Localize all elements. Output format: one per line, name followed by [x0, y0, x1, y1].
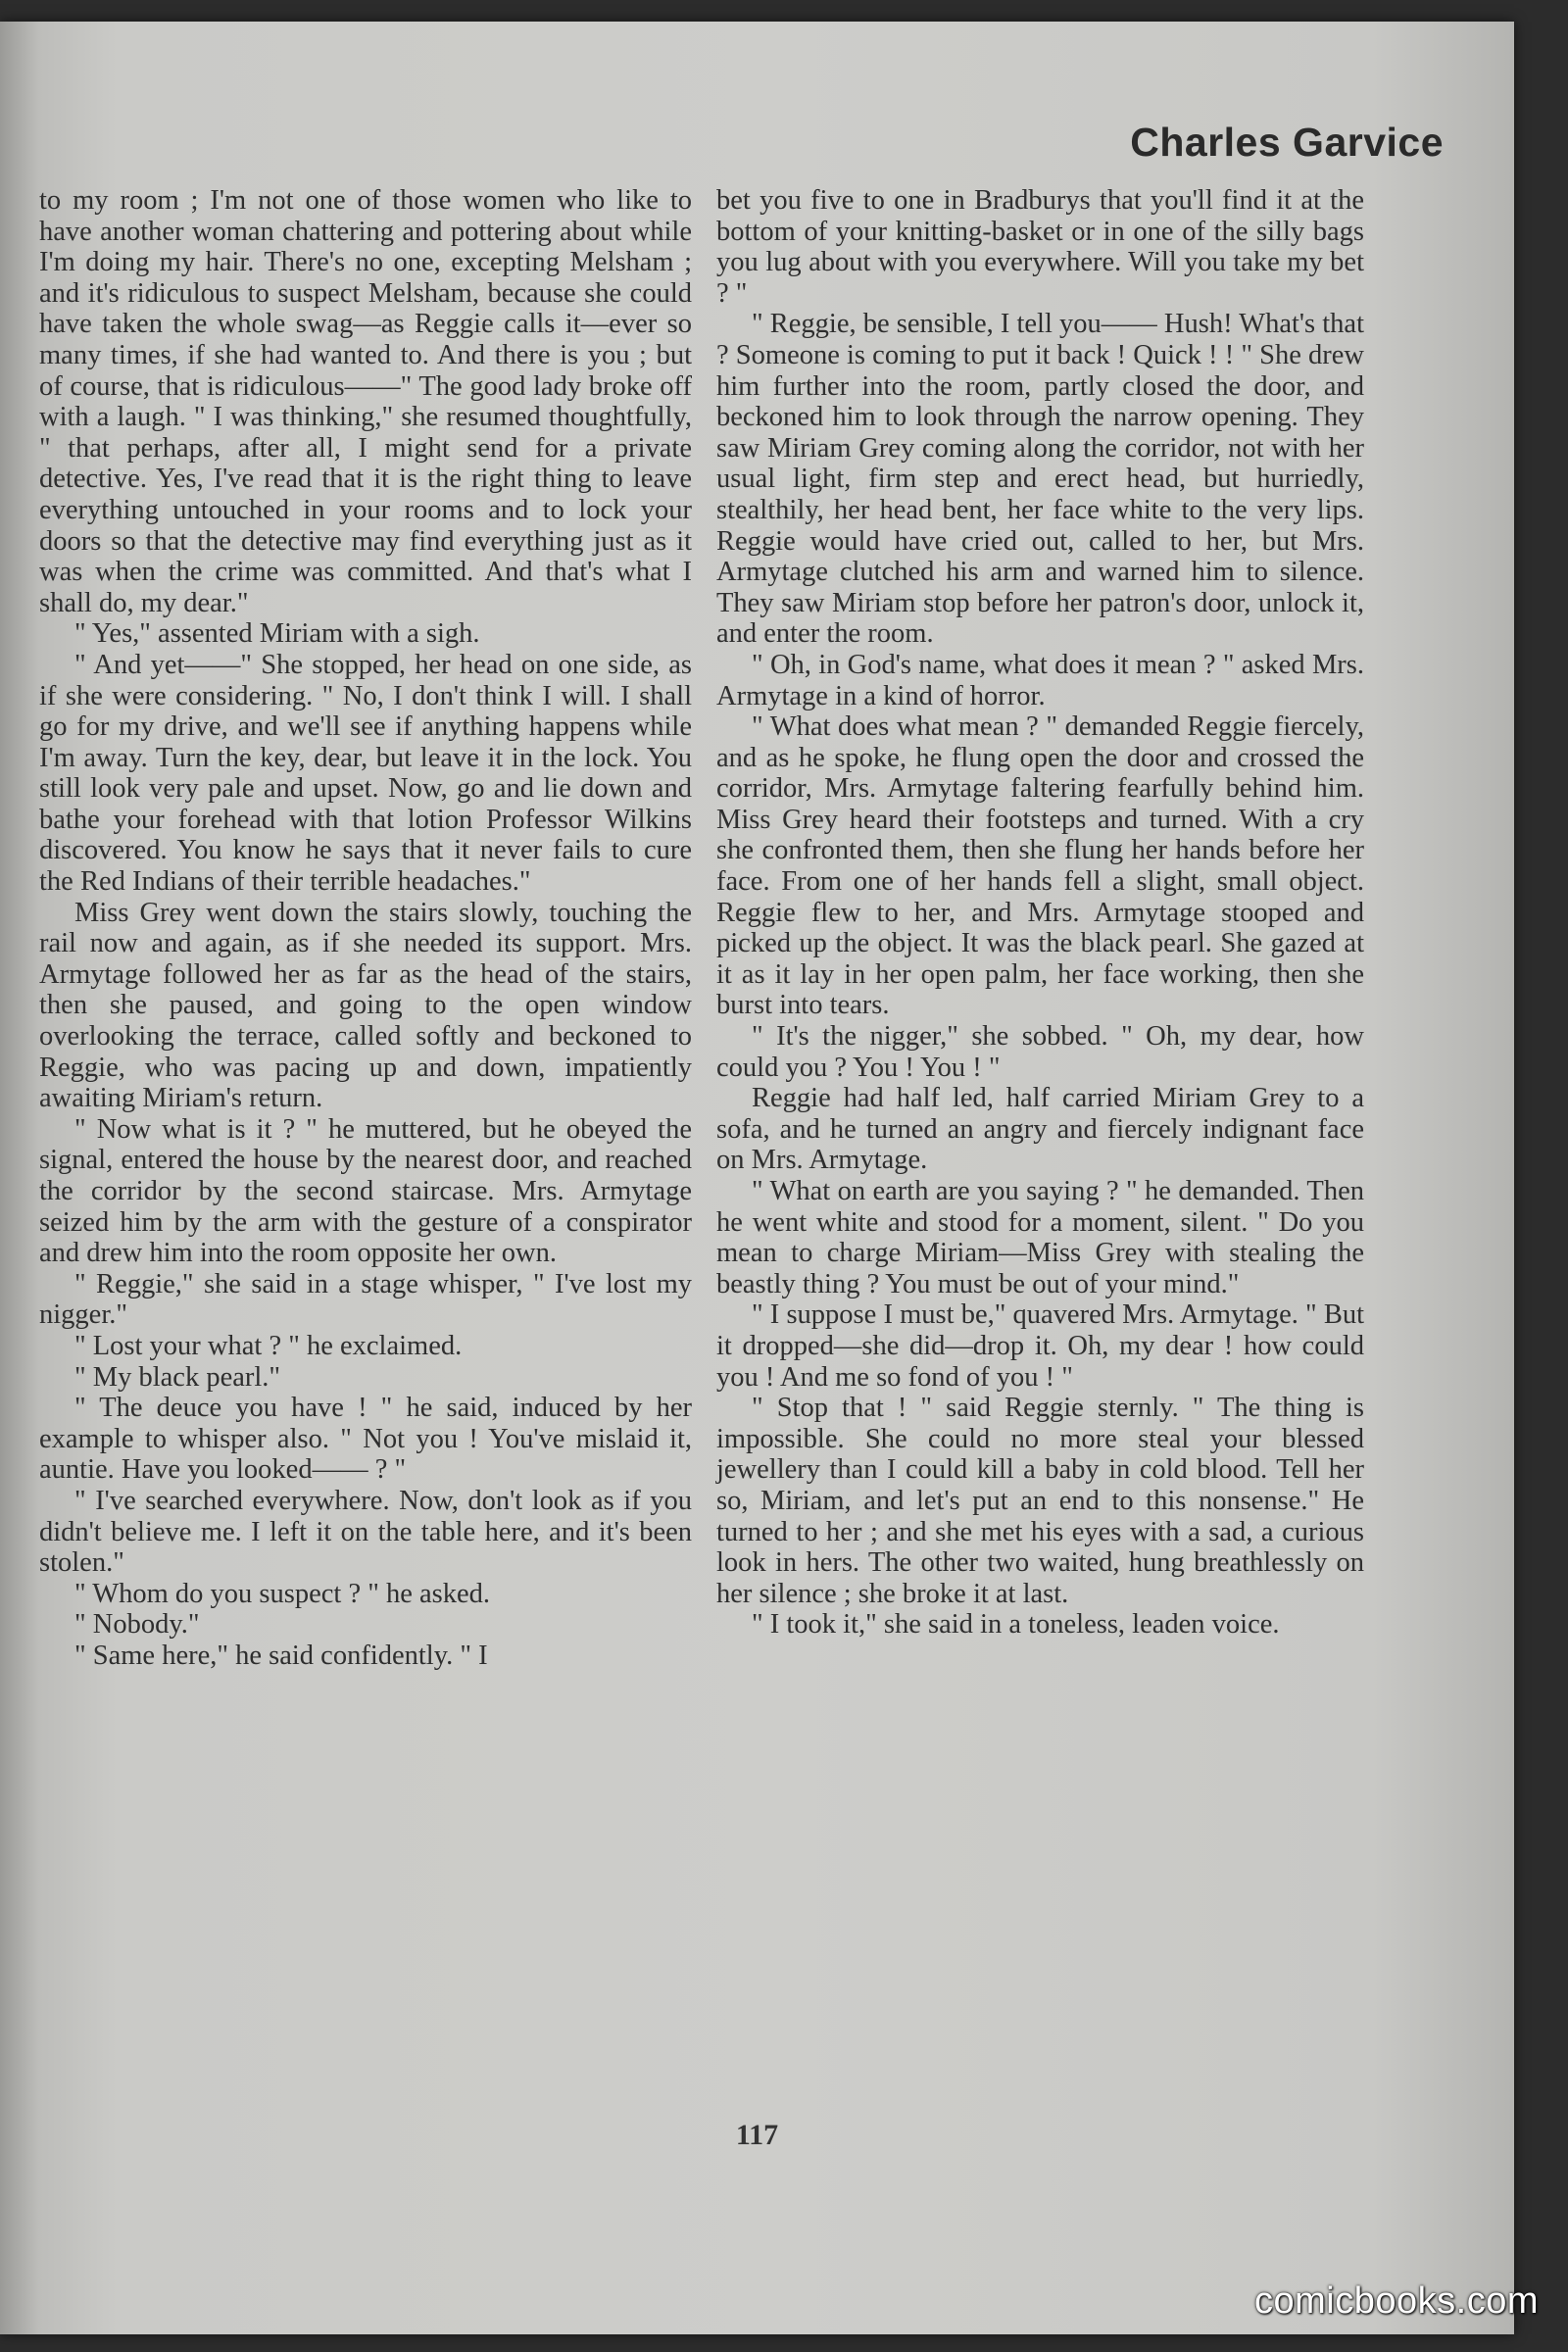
paragraph: " Nobody." [74, 1609, 200, 1641]
paragraph: " Same here," he said confidently. " I [74, 1640, 488, 1671]
paragraph: Miss Grey went down the stairs slowly, touching the rail now and again, as if she needed its support. Mrs. Armytage followed her as far as the head of the stairs, then she paused, and going to the open window overlooking the terrace, called softly and beckoned to Reggie, who was pacing up and down, impatiently awaiting Miriam's return. [39, 897, 692, 1114]
paragraph: " Reggie, be sensible, I tell you—— Hush! What's that ? Someone is coming to put it back ! Quick ! ! " She drew him further into the room, partly closed the door, and beckoned him to look through the narrow opening. They saw Miriam Grey coming along the corridor, not with her usual light, firm step and erect head, but hurriedly, stealthily, her head bent, her face white to the very lips. Reggie would have cried out, called to her, but Mrs. Armytage clutched his arm and warned him to silence. They saw Miriam stop before her patron's door, unlock it, and enter the room. [716, 309, 1364, 650]
paragraph: " What on earth are you saying ? " he demanded. Then he went white and stood for a moment, silent. " Do you mean to charge Miriam—Miss Grey with stealing the beastly thing ? You must be out of your mind." [716, 1176, 1364, 1299]
left-text-column [39, 185, 692, 1672]
running-header-author: Charles Garvice [1130, 120, 1444, 165]
paragraph: " Whom do you suspect ? " he asked. [74, 1578, 491, 1609]
paragraph: " I took it," she said in a toneless, leaden voice. [752, 1609, 1280, 1641]
paragraph: " Stop that ! " said Reggie sternly. " The thing is impossible. She could no more steal your blessed jewellery than I could kill a baby in cold blood. Tell her so, Miriam, and let's put an end to this nonsense." He turned to her ; and she met his eyes with a sad, a curious look in hers. The other two waited, hung breathlessly on her silence ; she broke it at last. [716, 1393, 1364, 1609]
right-text-column [716, 185, 1364, 1641]
paragraph: to my room ; I'm not one of those women who like to have another woman chattering and pottering about while I'm doing my hair. There's no one, excepting Melsham ; and it's ridiculous to suspect Melsham, because she could have taken the whole swag—as Reggie calls it—ever so many times, if she had wanted to. And there is you ; but of course, that is ridiculous——" The good lady broke off with a laugh. " I was thinking," she resumed thoughtfully, " that perhaps, after all, I might send for a private detective. Yes, I've read that it is the right thing to leave everything untouched in your rooms and to lock your doors so that the detective may find everything just as it was when the crime was committed. And that's what I shall do, my dear." [39, 185, 692, 618]
paragraph: " It's the nigger," she sobbed. " Oh, my dear, how could you ? You ! You ! " [716, 1021, 1364, 1083]
paragraph: " Lost your what ? " he exclaimed. [74, 1330, 463, 1361]
paragraph: " Oh, in God's name, what does it mean ? " asked Mrs. Armytage in a kind of horror. [716, 649, 1364, 711]
paragraph: Reggie had half led, half carried Miriam Grey to a sofa, and he turned an angry and fiercely indignant face on Mrs. Armytage. [716, 1083, 1364, 1176]
paragraph: " My black pearl." [74, 1361, 281, 1393]
paragraph: " The deuce you have ! " he said, induced by her example to whisper also. " Not you ! You've mislaid it, auntie. Have you looked—— ? " [39, 1393, 692, 1486]
paragraph: " What does what mean ? " demanded Reggie fiercely, and as he spoke, he flung open the door and crossed the corridor, Mrs. Armytage faltering fearfully behind him. Miss Grey heard their footsteps and turned. With a cry she confronted them, then she flung her hands before her face. From one of her hands fell a slight, small object. Reggie flew to her, and Mrs. Armytage stooped and picked up the object. It was the black pearl. She gazed at it as it lay in her open palm, her face working, then she burst into tears. [716, 711, 1364, 1021]
paragraph: " Yes," assented Miriam with a sigh. [74, 618, 480, 650]
paragraph: " Now what is it ? " he muttered, but he obeyed the signal, entered the house by the nearest door, and reached the corridor by the second staircase. Mrs. Armytage seized him by the arm with the gesture of a conspirator and drew him into the room opposite her own. [39, 1113, 692, 1269]
paragraph: " I've searched everywhere. Now, don't look as if you didn't believe me. I left it on the table here, and it's been stolen." [39, 1485, 692, 1579]
paragraph: bet you five to one in Bradburys that you'll find it at the bottom of your knitting-basket or in one of the silly bags you lug about with you everywhere. Will you take my bet ? " [716, 185, 1364, 309]
paragraph: " Reggie," she said in a stage whisper, " I've lost my nigger." [39, 1268, 692, 1331]
magazine-page [0, 22, 1514, 2334]
paragraph: " And yet——" She stopped, her head on one side, as if she were considering. " No, I don't think I will. I shall go for my drive, and we'll see if anything happens while I'm away. Turn the key, dear, but leave it in the lock. You still look very pale and upset. Now, go and lie down and bathe your forehead with that lotion Professor Wilkins discovered. You know he says that it never fails to cure the Red Indians of their terrible headaches." [39, 649, 692, 898]
watermark: comicbooks.com [1254, 2280, 1539, 2322]
paragraph: " I suppose I must be," quavered Mrs. Armytage. " But it dropped—she did—drop it. Oh, my dear ! how could you ! And me so fond of you ! " [716, 1299, 1364, 1393]
page-number: 117 [735, 2119, 779, 2151]
